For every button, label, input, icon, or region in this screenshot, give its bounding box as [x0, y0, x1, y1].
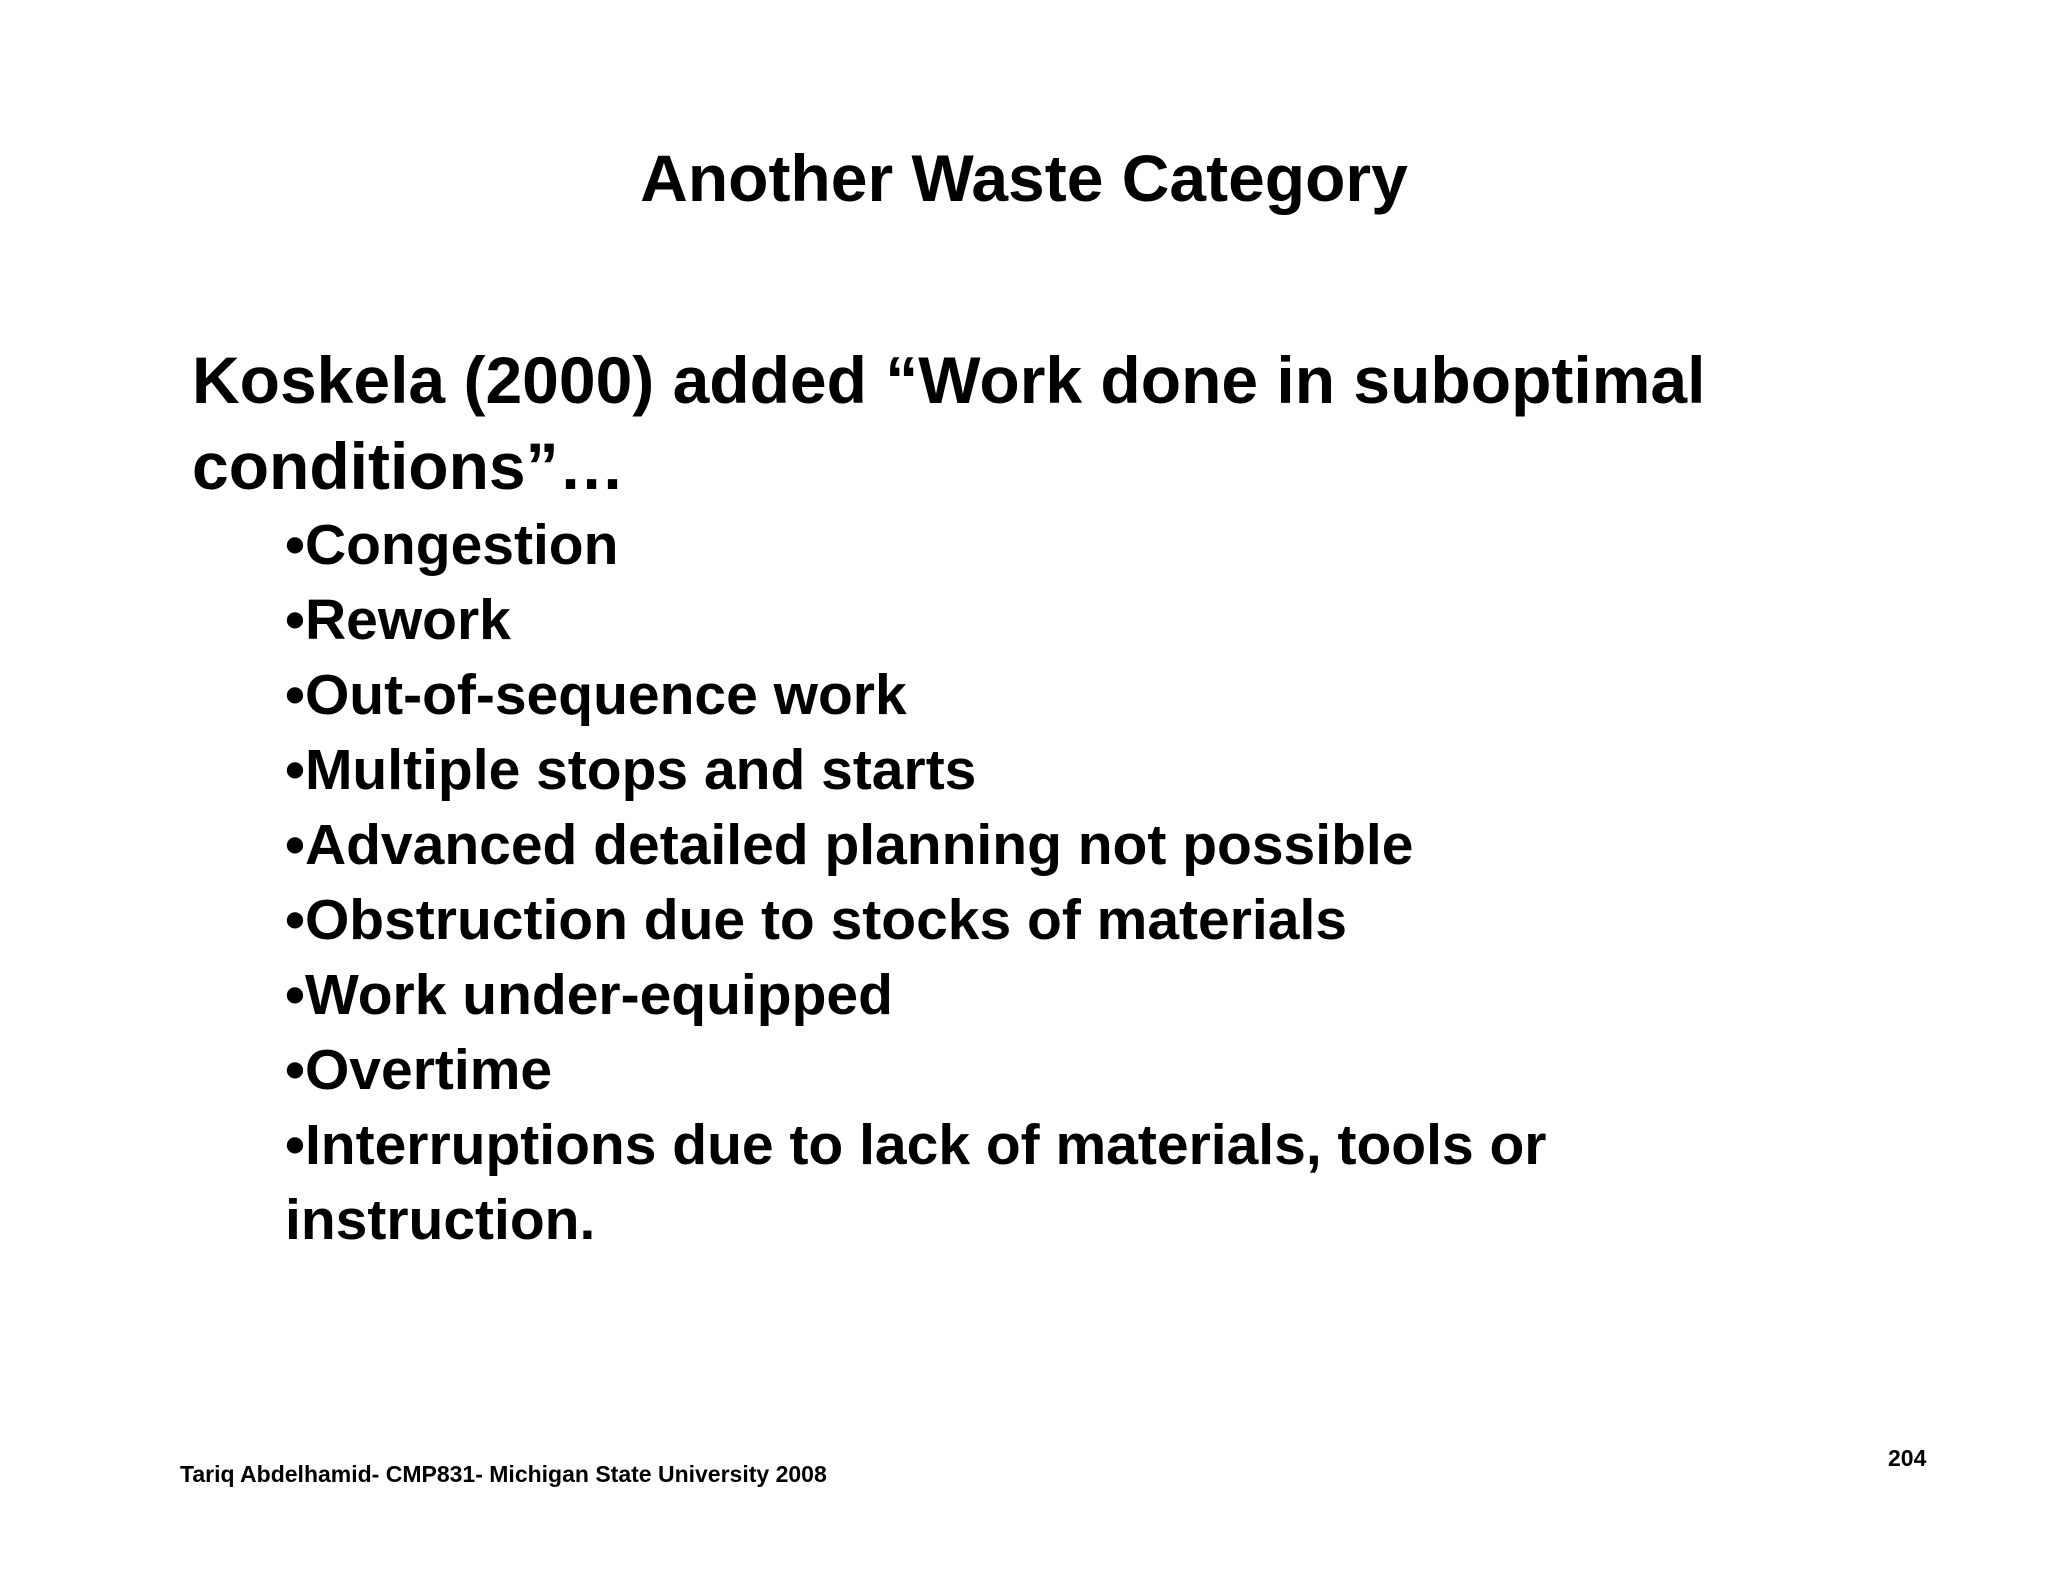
slide-title: Another Waste Category	[640, 141, 1408, 215]
bullet-item-stops-starts: •Multiple stops and starts	[285, 738, 977, 802]
intro-line-1: Koskela (2000) added “Work done in suboptimal	[192, 343, 1706, 417]
intro-text	[192, 337, 1932, 509]
bullet-list	[285, 508, 1785, 1258]
bullet-item-interruptions: •Interruptions due to lack of materials, tools or	[285, 1113, 1547, 1177]
bullet-item-interruptions-continued: instruction.	[285, 1188, 596, 1252]
bullet-item-overtime: •Overtime	[285, 1038, 553, 1102]
page-number: 204	[1888, 1445, 1927, 1471]
bullet-item-rework: •Rework	[285, 588, 511, 652]
intro-line-2: conditions”…	[192, 429, 625, 503]
bullet-item-under-equipped: •Work under-equipped	[285, 963, 893, 1027]
bullet-item-planning: •Advanced detailed planning not possible	[285, 813, 1414, 877]
footer-credit: Tariq Abdelhamid- CMP831- Michigan State University 2008	[180, 1461, 827, 1487]
bullet-item-congestion: •Congestion	[285, 513, 619, 577]
bullet-item-obstruction: •Obstruction due to stocks of materials	[285, 888, 1347, 952]
bullet-item-out-of-sequence: •Out-of-sequence work	[285, 663, 907, 727]
